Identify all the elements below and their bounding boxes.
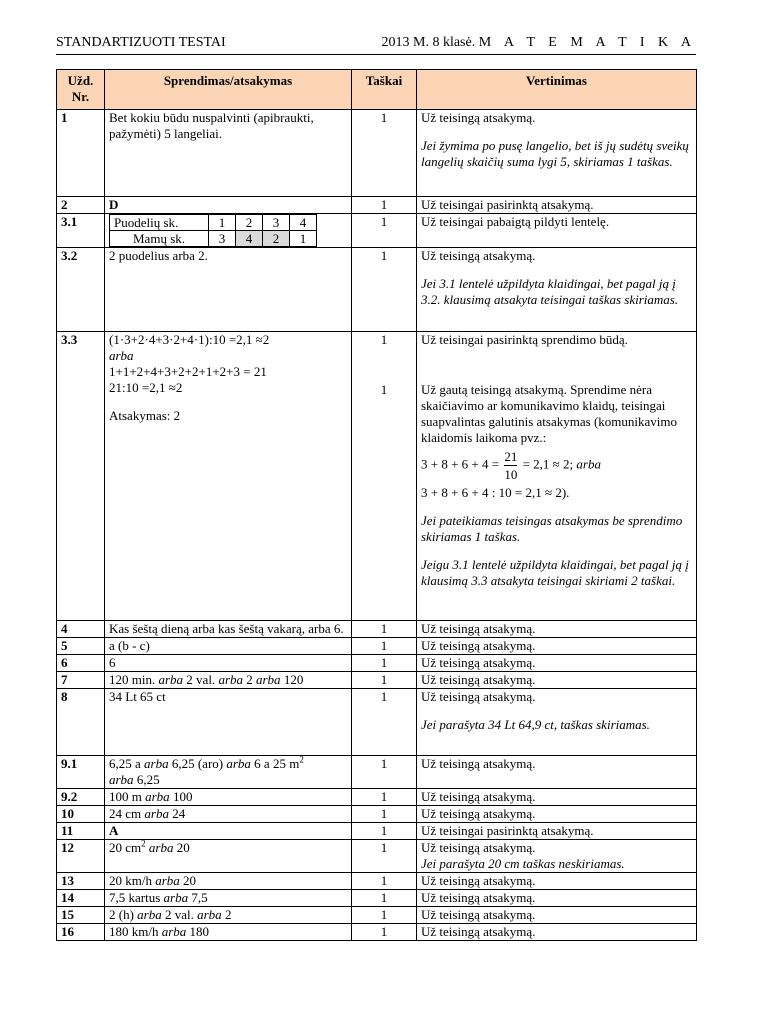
evaluation-cell [417,248,697,332]
points-cell: 1 [352,924,417,941]
points-cell: 1 [352,672,417,689]
answer-part: 180 km/h [109,924,159,939]
points-cell: 1 [352,907,417,924]
answer-cell [105,214,352,248]
header-series-title: STANDARTIZUOTI TESTAI [56,35,226,50]
evaluation-cell: Už teisingą atsakymą. [417,907,697,924]
evaluation-text: Už teisingą atsakymą. [421,840,536,855]
points-cell [352,332,417,621]
answer-or: arba [158,672,184,687]
answer-cell: 6 [105,655,352,672]
fraction [504,448,517,483]
points-cell: 1 [352,806,417,823]
inner-cell: 3 [209,231,236,247]
answer-or: arba [256,672,281,687]
answer-cell: 34 Lt 65 ct [105,689,352,756]
page-header [56,32,696,55]
answer-or: arba [137,907,162,922]
col-header-task-nr: Užd. Nr. [57,70,105,110]
inner-row-mothers [110,231,317,247]
answer-part: 6,25 [136,772,160,787]
task-nr: 14 [57,890,105,907]
points-value: 1 [380,332,388,347]
inner-cell: 2 [236,215,263,231]
evaluation-text: Už teisingą atsakymą. [421,110,536,125]
table-row [57,197,697,214]
inner-row-cups [110,215,317,231]
task-nr: 3.1 [57,214,105,248]
evaluation-text: Už teisingą atsakymą. [421,689,536,704]
evaluation-text: Už teisingą atsakymą. [421,248,536,263]
table-row [57,890,697,907]
answer-part: 100 m [109,789,142,804]
answer-cell: Bet kokiu būdu nuspalvinti (apibraukti, pažymėti) 5 langeliai. [105,110,352,197]
task-nr: 15 [57,907,105,924]
answer-part: 2 [246,672,253,687]
answer-cell [105,907,352,924]
fraction-denominator: 10 [504,467,518,482]
answer-part: 180 [189,924,210,939]
solution-or: arba [109,348,134,363]
task-nr: 5 [57,638,105,655]
evaluation-note: Jei parašyta 20 cm taškas neskiriamas. [421,856,625,871]
answer-or: arba [144,756,169,771]
table-row [57,110,697,197]
answer-or: arba [197,907,222,922]
solution-answer: Atsakymas: 2 [109,408,181,423]
inner-label: Mamų sk. [110,231,209,247]
task-nr: 3.2 [57,248,105,332]
task-nr: 8 [57,689,105,756]
points-cell: 1 [352,197,417,214]
answer-part: 24 [172,806,186,821]
formula-or: arba [576,456,601,472]
table-row [57,823,697,840]
evaluation-note: Jei 3.1 lentelė užpildyta klaidingai, bet pagal ją į 3.2. klausimą atsakyta teisingai taškas skiriamas. [421,276,679,307]
answer-part: 6 a 25 m [254,756,300,771]
evaluation-cell [417,840,697,873]
points-cell: 1 [352,214,417,248]
inner-label: Puodelių sk. [110,215,209,231]
evaluation-note: Jeigu 3.1 lentelė užpildyta klaidingai, bet pagal ją į klausimą 3.3 atsakyta teisingai skiriami 2 taškai. [421,557,689,588]
inner-cell: 3 [263,215,290,231]
answer-or: arba [145,789,170,804]
header-exam-info [382,35,697,51]
answer-cell [105,806,352,823]
points-value: 1 [380,382,388,397]
answer-part: 7,5 [191,890,208,905]
fraction-numerator: 21 [504,449,518,464]
answer-cell [105,924,352,941]
evaluation-cell: Už teisingai pasirinktą atsakymą. [417,197,697,214]
solution-line: 1+1+2+4+3+2+2+1+2+3 = 21 [109,364,267,379]
answer-part: 20 [183,873,197,888]
evaluation-cell: Už teisingą atsakymą. [417,672,697,689]
task-nr: 2 [57,197,105,214]
evaluation-text: Už gautą teisingą atsakymą. Sprendime nėra skaičiavimo ar komunikavimo klaidų, teisingai suapvalintas galutinis atsakymas (komunikavimo klaidomis laikoma pvz.: [421,382,677,445]
points-cell: 1 [352,110,417,197]
evaluation-cell: Už teisingą atsakymą. [417,655,697,672]
inner-cell: 4 [290,215,317,231]
evaluation-cell: Už teisingą atsakymą. [417,924,697,941]
evaluation-cell: Už teisingą atsakymą. [417,890,697,907]
answer-or: arba [109,772,134,787]
evaluation-cell: Už teisingą atsakymą. [417,873,697,890]
points-cell: 1 [352,840,417,873]
points-cell: 1 [352,823,417,840]
table-row [57,621,697,638]
answer-cell: 2 puodelius arba 2. [105,248,352,332]
formula-line: 3 + 8 + 6 + 4 : 10 = 2,1 ≈ 2). [421,485,570,500]
answer-part: 120 min. [109,672,156,687]
answer-cell: a (b - c) [105,638,352,655]
evaluation-note: Jei parašyta 34 Lt 64,9 ct, taškas skiriamas. [421,717,650,732]
solution-line: (1·3+2·4+3·2+4·1):10 =2,1 ≈2 [109,332,270,347]
grading-table [56,69,697,941]
cups-mothers-table [109,214,317,247]
answer-cell [105,789,352,806]
task-nr: 16 [57,924,105,941]
answer-or: arba [148,840,174,855]
answer-cell [105,873,352,890]
points-cell: 1 [352,248,417,332]
answer-or: arba [144,806,169,821]
inner-cell: 1 [290,231,317,247]
superscript: 2 [141,838,146,849]
answer-cell: D [105,197,352,214]
solution-line: 21:10 =2,1 ≈2 [109,380,183,395]
answer-part: 2 val. [164,907,194,922]
task-nr: 11 [57,823,105,840]
table-row [57,638,697,655]
header-year-grade: 2013 M. 8 klasė. [381,35,476,50]
answer-part: 24 cm [109,806,142,821]
answer-or: arba [226,756,251,771]
task-nr: 6 [57,655,105,672]
col-header-solution: Sprendimas/atsakymas [105,70,352,110]
inner-cell-shaded: 2 [263,231,290,247]
evaluation-cell: Už teisingai pasirinktą atsakymą. [417,823,697,840]
points-cell: 1 [352,890,417,907]
evaluation-cell [417,689,697,756]
answer-cell [105,672,352,689]
table-row [57,924,697,941]
evaluation-cell: Už teisingai pabaigtą pildyti lentelę. [417,214,697,248]
points-cell: 1 [352,621,417,638]
evaluation-cell: Už teisingą atsakymą. [417,638,697,655]
formula-right: = 2,1 ≈ 2; [522,456,574,472]
task-nr: 7 [57,672,105,689]
table-row [57,806,697,823]
answer-or: arba [155,873,180,888]
answer-part: 120 [283,672,304,687]
task-nr: 9.1 [57,756,105,789]
answer-cell [105,756,352,789]
table-row [57,248,697,332]
evaluation-text: Už teisingai pasirinktą sprendimo būdą. [421,332,628,347]
superscript: 2 [299,754,304,765]
points-cell: 1 [352,655,417,672]
table-row [57,689,697,756]
inner-cell-shaded: 4 [236,231,263,247]
header-subject: M A T E M A T I K A [478,35,696,50]
evaluation-note: Jei pateikiamas teisingas atsakymas be sprendimo skiriamas 1 taškas. [421,513,683,544]
col-header-evaluation: Vertinimas [417,70,697,110]
task-nr: 9.2 [57,789,105,806]
task-nr: 12 [57,840,105,873]
table-row [57,873,697,890]
answer-part: 6,25 a [109,756,141,771]
evaluation-cell: Už teisingą atsakymą. [417,621,697,638]
answer-cell [105,332,352,621]
task-nr: 4 [57,621,105,638]
table-row [57,907,697,924]
answer-cell [105,890,352,907]
points-cell: 1 [352,689,417,756]
evaluation-cell [417,332,697,621]
answer-or: arba [161,924,187,939]
col-header-points: Taškai [352,70,417,110]
table-row [57,655,697,672]
formula-line [421,448,692,483]
inner-cell: 1 [209,215,236,231]
table-header-row [57,70,697,110]
answer-part: 20 km/h [109,873,152,888]
evaluation-cell: Už teisingą atsakymą. [417,756,697,789]
answer-part: 20 [176,840,190,855]
points-cell: 1 [352,638,417,655]
answer-cell: A [105,823,352,840]
points-cell: 1 [352,789,417,806]
table-row [57,756,697,789]
answer-cell: Kas šeštą dieną arba kas šeštą vakarą, arba 6. [105,621,352,638]
table-row [57,672,697,689]
points-cell: 1 [352,873,417,890]
answer-part: 100 [172,789,193,804]
evaluation-note: Jei žymima po pusę langelio, bet iš jų sudėtų sveikų langelių skaičių suma lygi 5, skiriamas 1 taškas. [421,138,689,169]
answer-or: arba [218,672,243,687]
answer-part: 2 [224,907,232,922]
answer-part: 6,25 (aro) [171,756,224,771]
answer-part: 2 val. [186,672,216,687]
answer-part: 20 cm [109,840,142,855]
answer-cell [105,840,352,873]
task-nr: 3.3 [57,332,105,621]
task-nr: 1 [57,110,105,197]
answer-part: 7,5 kartus [109,890,161,905]
task-nr: 10 [57,806,105,823]
evaluation-cell: Už teisingą atsakymą. [417,806,697,823]
task-nr: 13 [57,873,105,890]
formula-left: 3 + 8 + 6 + 4 = [421,456,500,472]
table-row [57,214,697,248]
answer-part: 2 (h) [109,907,134,922]
points-cell: 1 [352,756,417,789]
evaluation-cell: Už teisingą atsakymą. [417,789,697,806]
answer-or: arba [163,890,189,905]
evaluation-cell [417,110,697,197]
table-row [57,840,697,873]
table-row [57,789,697,806]
table-row [57,332,697,621]
